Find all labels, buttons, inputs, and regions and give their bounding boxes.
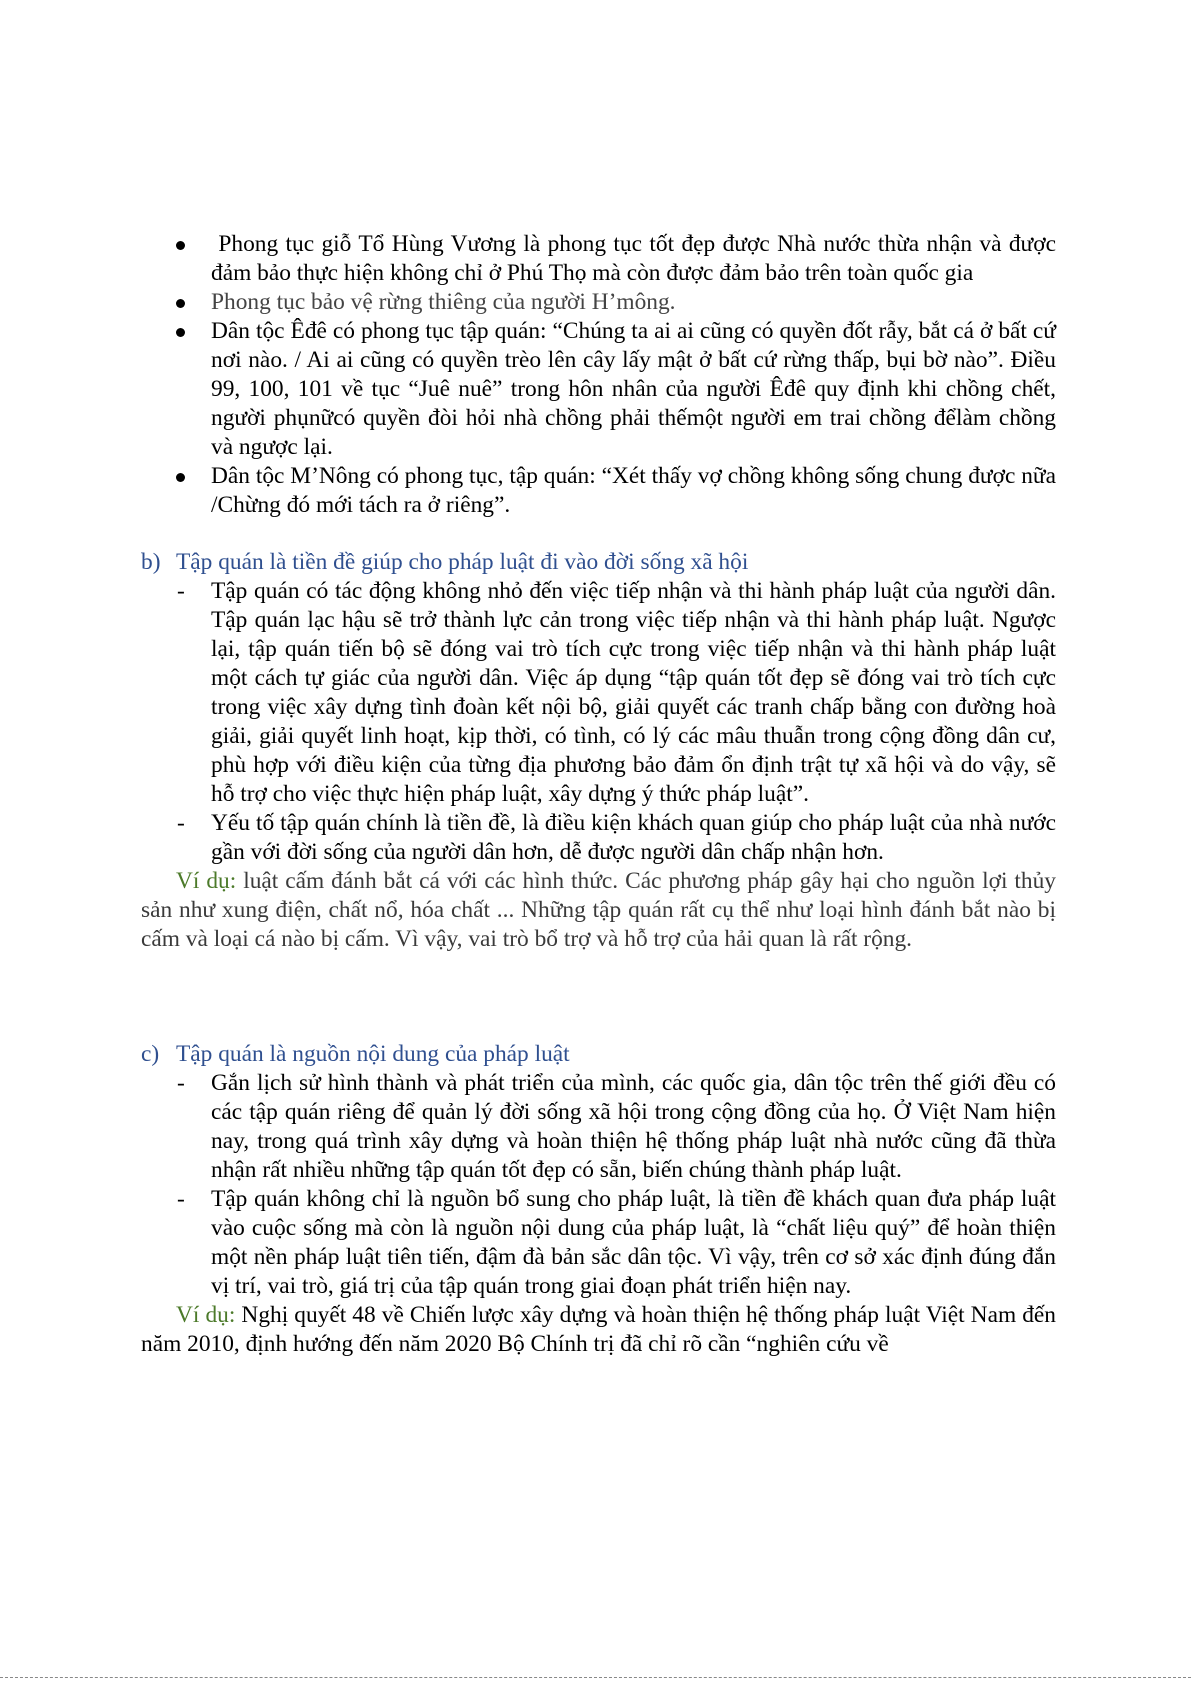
list-item: - Tập quán có tác động không nhỏ đến việc tiếp nhận và thi hành pháp luật của người dân. Tập quán lạc hậu sẽ trở thành lực cản trong việc tiếp nhận và thi hành pháp luật. Ngược lại, tập quán tiến bộ sẽ đóng vai trò tích cực trong việc tiếp nhận và thi hành pháp luật một cách tự giác của người dân. Việc áp dụng “tập quán tốt đẹp sẽ đóng vai trò tích cực trong việc xây dựng tình đoàn kết nội bộ, giải quyết các tranh chấp bằng con đường hoà giải, giải quyết linh hoạt, kịp thời, có tình, có lý các mâu thuẫn trong cộng đồng dân cư, phù hợp với điều kiện của từng địa phương bảo đảm ổn định trật tự xã hội và do vậy, sẽ hỗ trợ cho việc thực hiện pháp luật, xây dựng ý thức pháp luật”. (177, 578, 1056, 807)
section-c-title: Tập quán là nguồn nội dung của pháp luật (176, 1041, 570, 1067)
section-c-list (141, 1069, 1056, 1301)
page-bottom-rule (0, 1677, 1191, 1678)
dash-marker: - (177, 1070, 185, 1096)
bullet-dot-icon (176, 299, 185, 308)
bullet-dot-icon (176, 473, 185, 482)
bullet-list (141, 230, 1056, 520)
list-item: - Gắn lịch sử hình thành và phát triển của mình, các quốc gia, dân tộc trên thế giới đều có các tập quán riêng để quản lý đời sống xã hội trong cộng đồng của họ. Ở Việt Nam hiện nay, trong quá trình xây dựng và hoàn thiện hệ thống pháp luật nhà nước cũng đã thừa nhận rất nhiều những tập quán tốt đẹp có sẵn, biến chúng thành pháp luật. (177, 1070, 1056, 1183)
list-item: Dân tộc M’Nông có phong tục, tập quán: “Xét thấy vợ chồng không sống chung được nữa /Chừng đó mới tách ra ở riêng”. (141, 462, 1056, 520)
dash-marker: - (177, 578, 185, 604)
list-item: Phong tục giỗ Tổ Hùng Vương là phong tục tốt đẹp được Nhà nước thừa nhận và được đảm bảo thực hiện không chỉ ở Phú Thọ mà còn được đảm bảo trên toàn quốc gia (141, 230, 1056, 288)
dash-marker: - (177, 1186, 185, 1212)
list-item: - Yếu tố tập quán chính là tiền đề, là điều kiện khách quan giúp cho pháp luật của nhà nước gần với đời sống của người dân hơn, dễ được người dân chấp nhận hơn. (177, 810, 1056, 865)
section-b-example (141, 867, 1056, 954)
section-c-letter: c) (141, 1041, 160, 1067)
section-c-heading (141, 1040, 1056, 1069)
section-c-example (141, 1301, 1056, 1359)
bullet-dot-icon (176, 328, 185, 337)
section-b-heading (141, 548, 1056, 577)
section-b-list (141, 577, 1056, 867)
section-b-letter: b) (141, 549, 161, 575)
document-page (141, 230, 1056, 1359)
list-item: - Tập quán không chỉ là nguồn bổ sung cho pháp luật, là tiền đề khách quan đưa pháp luật vào cuộc sống mà còn là nguồn nội dung của pháp luật, là “chất liệu quý” để hoàn thiện một nền pháp luật tiên tiến, đậm đà bản sắc dân tộc. Vì vậy, trên cơ sở xác định đúng đắn vị trí, vai trò, giá trị của tập quán trong giai đoạn phát triển hiện nay. (177, 1186, 1056, 1299)
example-text: luật cấm đánh bắt cá với các hình thức. Các phương pháp gây hại cho nguồn lợi thủy sản như xung điện, chất nổ, hóa chất ... Những tập quán rất cụ thể như loại hình đánh bắt nào bị cấm và loại cá nào bị cấm. Vì vậy, vai trò bổ trợ và hỗ trợ của hải quan là rất rộng. (141, 868, 1056, 952)
dash-marker: - (177, 810, 185, 836)
spacer (141, 954, 1056, 1012)
example-label: Ví dụ: (176, 868, 237, 894)
example-text: Nghị quyết 48 về Chiến lược xây dựng và hoàn thiện hệ thống pháp luật Việt Nam đến năm 2010, định hướng đến năm 2020 Bộ Chính trị đã chỉ rõ cần “nghiên cứu về (141, 1302, 1056, 1357)
bullet-dot-icon (176, 241, 185, 250)
list-item: Phong tục bảo vệ rừng thiêng của người H’mông. (141, 288, 1056, 317)
list-item: Dân tộc Êđê có phong tục tập quán: “Chúng ta ai ai cũng có quyền đốt rẫy, bắt cá ở bất cứ nơi nào. / Ai ai cũng có quyền trèo lên cây lấy mật ở bất cứ rừng thấp, bụi bờ nào”. Điều 99, 100, 101 về tục “Juê nuê” trong hôn nhân của người Êđê quy định khi chồng chết, người phụnữcó quyền đòi hỏi nhà chồng phải thếmột người em trai chồng đểlàm chồng và ngược lại. (141, 317, 1056, 462)
section-b-title: Tập quán là tiền đề giúp cho pháp luật đi vào đời sống xã hội (176, 549, 749, 575)
example-label: Ví dụ: (176, 1302, 236, 1328)
